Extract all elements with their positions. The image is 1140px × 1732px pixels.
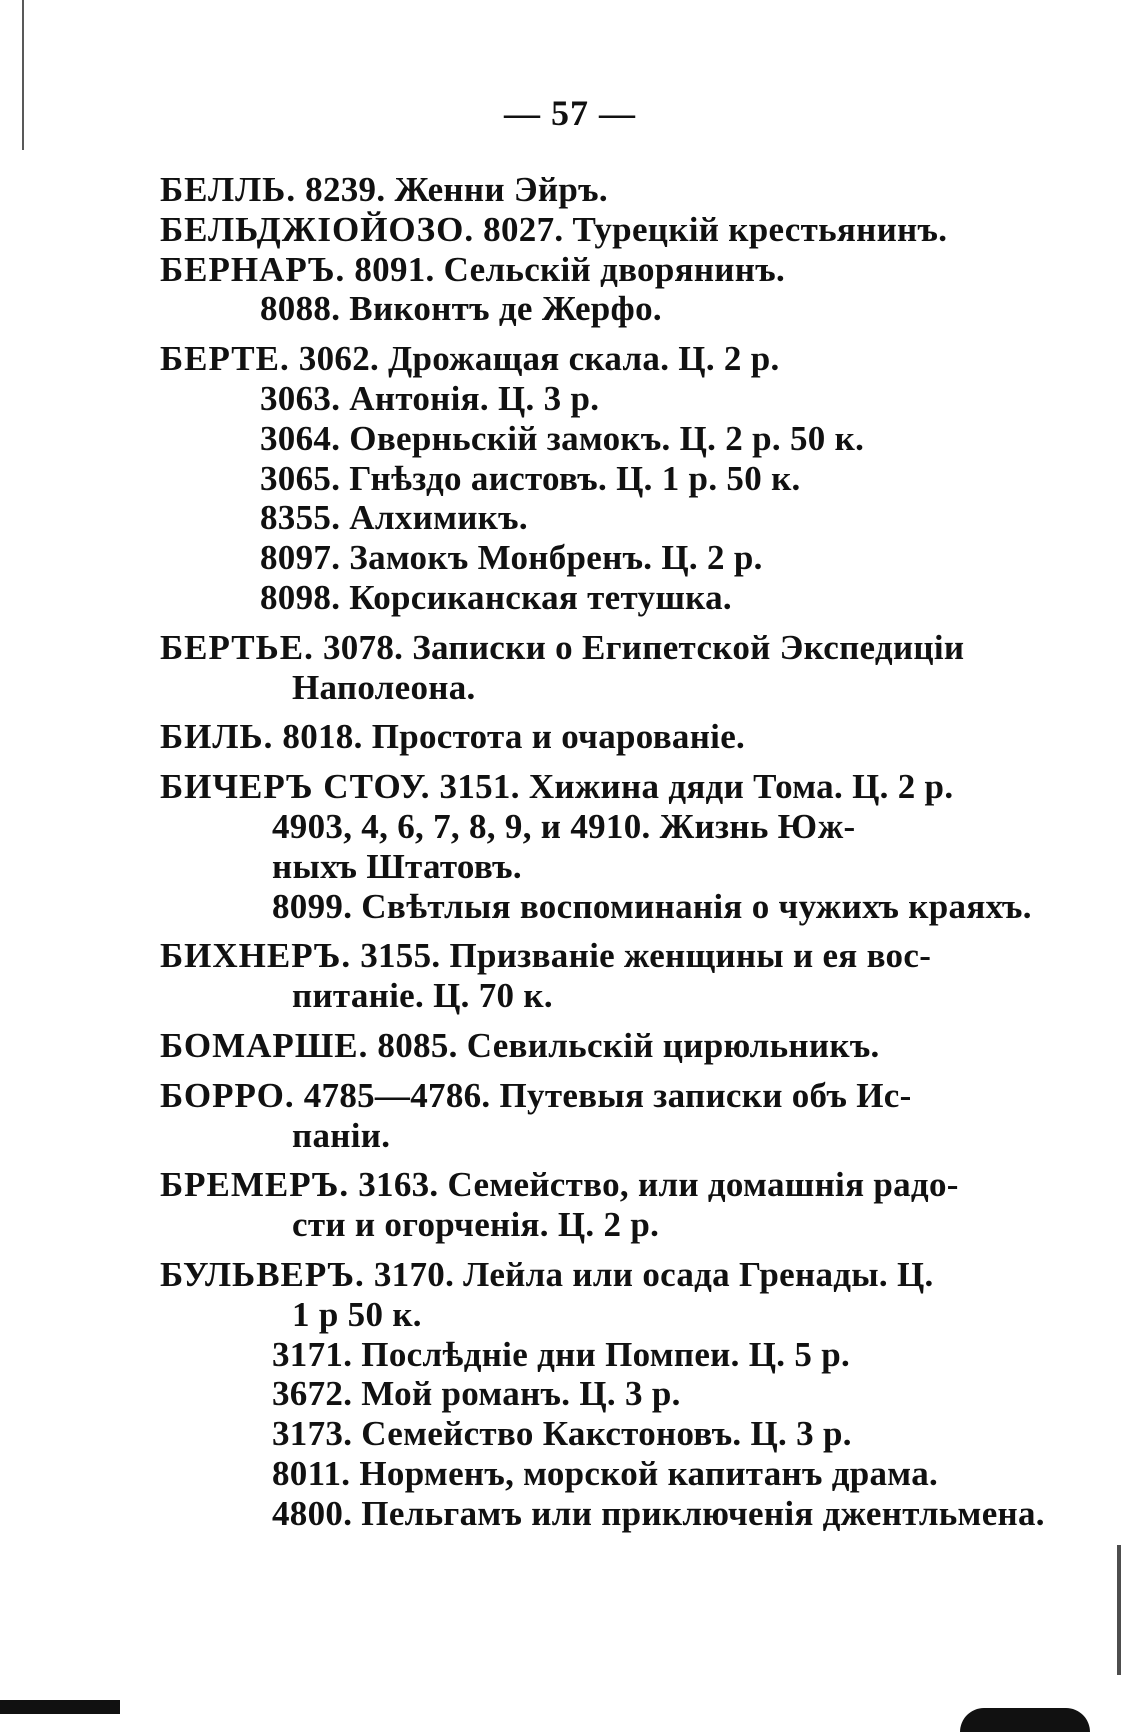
book-entry: 3170. Лейла или осада Гренады. Ц. [373,1254,934,1294]
book-entry: 8091. Сельскій дворянинъ. [354,249,785,289]
book-entry: Наполеона. [292,667,476,707]
catalog-entries [160,170,1045,1534]
book-entry: ныхъ Штатовъ. [272,846,522,886]
author-name: БЕРТЕ. [160,339,290,379]
book-entry: 8011. Норменъ, морской капитанъ драма. [272,1453,939,1493]
author-name: БЕЛЬДЖІОЙОЗО. [160,209,475,249]
author-name: БУЛЬВЕРЪ. [160,1254,365,1294]
page-number: — 57 — [504,93,636,133]
book-entry: 3064. Оверньскій замокъ. Ц. 2 р. 50 к. [260,418,865,458]
book-entry: 3173. Семейство Какстоновъ. Ц. 3 р. [272,1414,852,1454]
book-entry: 3672. Мой романъ. Ц. 3 р. [272,1374,681,1414]
book-entry: 8088. Виконтъ де Жерфо. [260,289,662,329]
author-name: БИХНЕРЪ. [160,936,352,976]
book-entry: сти и огорченія. Ц. 2 р. [292,1205,660,1245]
book-entry: 3078. Записки о Египетской Экспедиціи [322,627,965,667]
catalog-line [160,1165,1030,1205]
ink-blot [0,1700,120,1714]
catalog-line [160,628,1030,668]
book-entry: паніи. [292,1115,391,1155]
author-name: БЕРТЬЕ. [160,627,314,667]
author-name: БОРРО. [160,1075,295,1115]
book-entry: 3063. Антонія. Ц. 3 р. [260,378,600,418]
book-entry: 3163. Семейство, или домашнія радо- [358,1165,959,1205]
book-entry: 3171. Послѣдніе дни Помпеи. Ц. 5 р. [272,1334,851,1374]
author-name: БЕРНАРЪ. [160,249,346,289]
book-entry: 1 р 50 к. [292,1294,422,1334]
catalog-line [160,339,1030,379]
book-entry: 8355. Алхимикъ. [260,498,528,538]
book-entry: 4903, 4, 6, 7, 8, 9, и 4910. Жизнь Юж- [272,806,856,846]
catalog-line [160,1026,1030,1066]
catalog-line [160,170,1030,210]
book-entry: 8239. Женни Эйръ. [305,170,608,209]
book-entry: 8099. Свѣтлыя воспоминанія о чужихъ краяхъ. [272,886,1032,926]
author-name: БИЧЕРЪ СТОУ. [160,767,431,807]
catalog-line [160,250,1030,290]
book-entry: 8097. Замокъ Монбренъ. Ц. 2 р. [260,538,763,578]
book-entry: 3065. Гнѣздо аистовъ. Ц. 1 р. 50 к. [260,458,801,498]
author-name: БЕЛЛЬ. [160,170,297,209]
catalog-line [160,210,1030,250]
author-name: БОМАРШЕ. [160,1025,369,1065]
book-entry: 4785—4786. Путевыя записки объ Ис- [303,1075,912,1115]
book-entry: питаніе. Ц. 70 к. [292,976,553,1016]
catalog-line [160,1076,1030,1116]
author-name: БРЕМЕРЪ. [160,1165,350,1205]
book-entry: 4800. Пельгамъ или приключенія джентльмена. [272,1493,1045,1533]
book-entry: 8018. Простота и очарованіе. [282,717,746,757]
catalog-line [160,767,1030,807]
catalog-line [160,1255,1030,1295]
author-name: БИЛЬ. [160,717,274,757]
book-entry: 3062. Дрожащая скала. Ц. 2 р. [298,339,780,379]
ink-blot [960,1708,1090,1732]
book-entry: 8027. Турецкій крестьянинъ. [483,209,948,249]
book-entry: 3155. Призваніе женщины и ея вос- [360,936,932,976]
book-entry: 8085. Севильскій цирюльникъ. [377,1025,880,1065]
book-entry: 3151. Хижина дяди Тома. Ц. 2 р. [439,767,954,807]
catalog-line [160,936,1030,976]
book-entry: 8098. Корсиканская тетушка. [260,577,732,617]
catalog-line [160,717,1030,757]
scan-edge-mark [1117,1545,1121,1675]
